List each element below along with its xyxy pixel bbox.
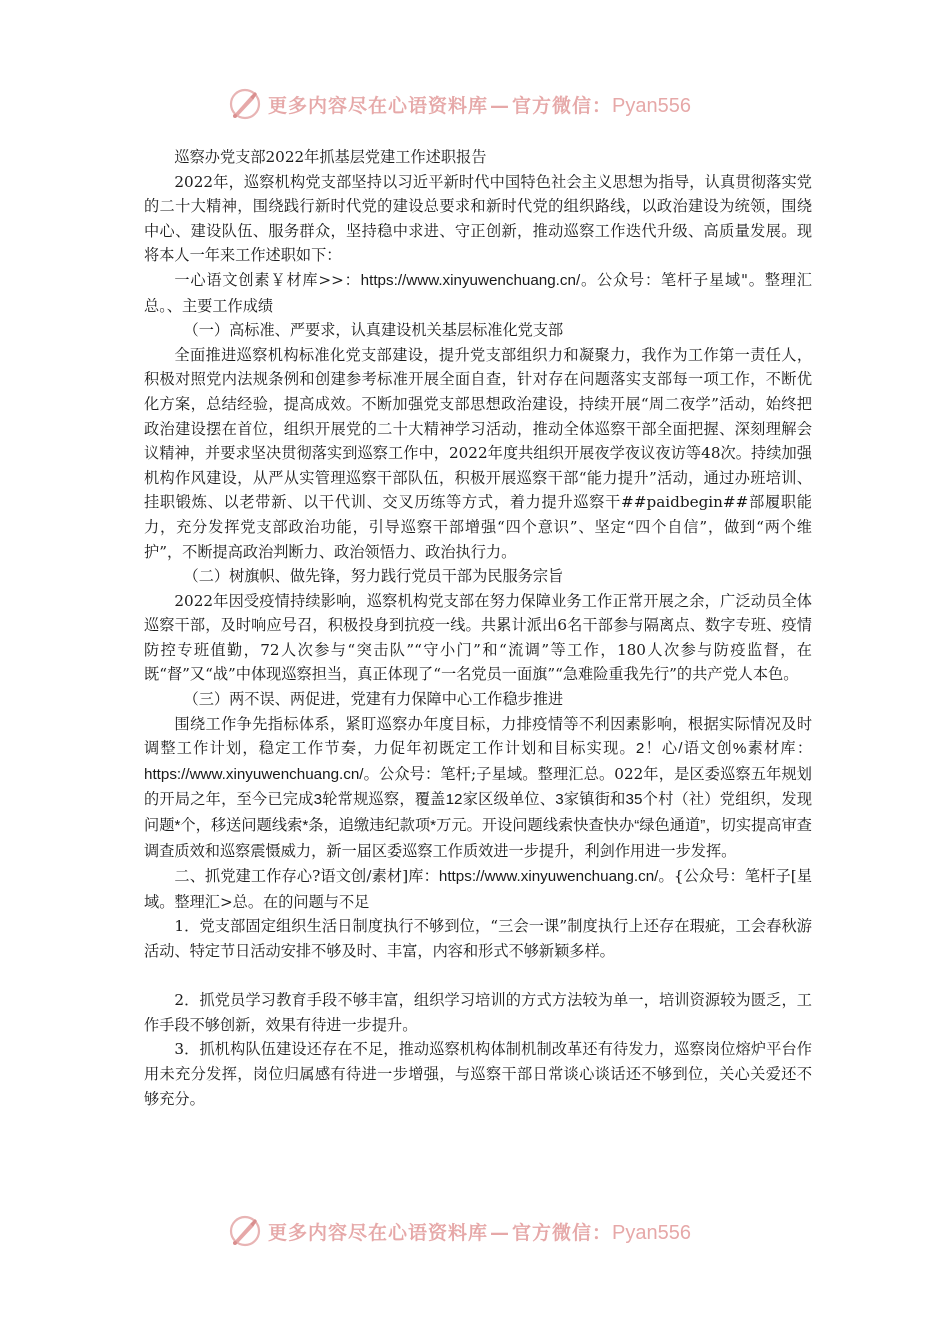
brush-logo-icon (228, 1214, 262, 1248)
section-3-text-b: 2！心/语文创%素材库： (635, 740, 813, 758)
section-3-text-e: 3轮常规巡察，覆盖 (313, 791, 446, 809)
footer-watermark-banner (228, 1211, 691, 1251)
section-3-text-a: 围绕工作争先指标体系，紧盯巡察办年度目标，力排疫情等不利因素影响，根据实际情况及时调整工作计划，稳定工作节奏，力促年初既定工作计划和目标实现。 (144, 714, 812, 758)
section-3-paragraph (144, 712, 812, 865)
document-body (144, 145, 812, 1111)
banner-dash: — (490, 1221, 511, 1244)
promo-url-1: https://www.xinyuwenchuang.cn/ (360, 271, 581, 289)
promo-url-3: https://www.xinyuwenchuang.cn/ (438, 868, 659, 886)
problems-text-b: 。{公众号：笔杆子[星域。整理汇>总。在的问题与不足 (144, 867, 813, 911)
problems-text-a: 二、抓党建工作存心?语文创/素材]库： (174, 867, 439, 886)
brush-logo-icon (228, 87, 262, 121)
problem-item-3: 3．抓机构队伍建设还存在不足，推动巡察机构体制机制改革还有待发力，巡察岗位熔炉平台作用未充分发挥，岗位归属感有待进一步增强，与巡察干部日常谈心谈话还不够到位，关心关爱还不够充分。 (144, 1040, 812, 1108)
promo-text-1: 一心语文创素￥材库>>： (174, 270, 361, 289)
section-3-text-f: 12家区级单位、 (445, 791, 556, 809)
promo-text-1b: 。公众号：笔杆子星域"。整理汇总。、主要工作成绩 (144, 270, 812, 315)
section-3-text-d: 022年，是区委巡察五年规划的开局之年，至今已完成 (144, 764, 812, 809)
banner-wechat-label: 官方微信： (512, 1221, 613, 1244)
banner-dash: — (490, 94, 511, 117)
section-3-text-g: 3家镇街和 (555, 791, 626, 809)
document-title: 巡察办党支部2022年抓基层党建工作述职报告 (174, 148, 487, 166)
section-heading-2: （二）树旗帜、做先锋，努力践行党员干部为民服务宗旨 (183, 567, 564, 586)
promo-url-2: https://www.xinyuwenchuang.cn/ (144, 765, 364, 783)
problem-item-1: 1．党支部固定组织生活日制度执行不够到位，“三会一课”制度执行上还存在瑕疵，工会春秋游活动、特定节日活动安排不够及时、丰富，内容和形式不够新颖多样。 (144, 917, 812, 960)
section-heading-3: （三）两不误、两促进，党建有力保障中心工作稳步推进 (183, 690, 564, 709)
problem-item-2: 2．抓党员学习教育手段不够丰富，组织学习培训的方式方法较为单一，培训资源较为匮乏，工作手段不够创新，效果有待进一步提升。 (144, 991, 812, 1034)
promo-line-1 (144, 268, 812, 318)
intro-paragraph: 2022年，巡察机构党支部坚持以习近平新时代中国特色社会主义思想为指导，认真贯彻落实党的二十大精神，围绕践行新时代党的建设总要求和新时代党的组织路线，以政治建设为统领，围绕中心、建设队伍、服务群众，坚持稳中求进、守正创新，推动巡察工作迭代升级、高质量发展。现将本人一年来工作述职如下： (144, 172, 812, 265)
section-3-text-c: 。公众号：笔杆;子星域。整理汇总。 (363, 764, 615, 783)
banner-text (268, 91, 691, 118)
problems-heading (144, 864, 812, 914)
section-heading-1: （一）高标准、严要求，认真建设机关基层标准化党支部 (183, 321, 564, 340)
banner-title: 更多内容尽在心语资料库 (268, 1221, 489, 1244)
section-3-text-h: 35个村（社）党组织，发现问题*个，移送问题线索*条，追缴违纪款项*万元。开设问题线索快查快办“绿色通道”，切实提高审查调查质效和巡察震慑威力，新一届区委巡察工作质效进一步提升，利剑作用进一步发挥。 (144, 791, 813, 860)
banner-wechat-id: Pyan556 (612, 1221, 691, 1244)
banner-text (268, 1218, 691, 1245)
banner-wechat-label: 官方微信： (512, 94, 613, 117)
banner-wechat-id: Pyan556 (612, 94, 691, 117)
section-2-paragraph: 2022年因受疫情持续影响，巡察机构党支部在努力保障业务工作正常开展之余，广泛动员全体巡察干部，及时响应号召，积极投身到抗疫一线。共累计派出6名干部参与隔离点、数字专班、疫情防控专班值勤，72人次参与“突击队”“守小门”和“流调”等工作，180人次参与防疫监督，在既“督”又“战”中体现巡察担当，真正体现了“一名党员一面旗”“急难险重我先行”的共产党人本色。 (144, 591, 812, 684)
header-watermark-banner (228, 84, 691, 124)
section-1-paragraph: 全面推进巡察机构标准化党支部建设，提升党支部组织力和凝聚力，我作为工作第一责任人，积极对照党内法规条例和创建参考标准开展全面自查，针对存在问题落实支部每一项工作，不断优化方案，总结经验，提高成效。不断加强党支部思想政治建设，持续开展“周二夜学”活动，始终把政治建设摆在首位，组织开展党的二十大精神学习活动，推动全体巡察干部全面把握、深刻理解会议精神，并要求坚决贯彻落实到巡察工作中，2022年度共组织开展夜学夜议夜访等48次。持续加强机构作风建设，从严从实管理巡察干部队伍，积极开展巡察干部“能力提升”活动，通过办班培训、挂职锻炼、以老带新、以干代训、交叉历练等方式，着力提升巡察干##paidbegin##部履职能力，充分发挥党支部政治功能，引导巡察干部增强“四个意识”、坚定“四个自信”，做到“两个维护”，不断提高政治判断力、政治领悟力、政治执行力。 (144, 345, 812, 561)
banner-title: 更多内容尽在心语资料库 (268, 94, 489, 117)
